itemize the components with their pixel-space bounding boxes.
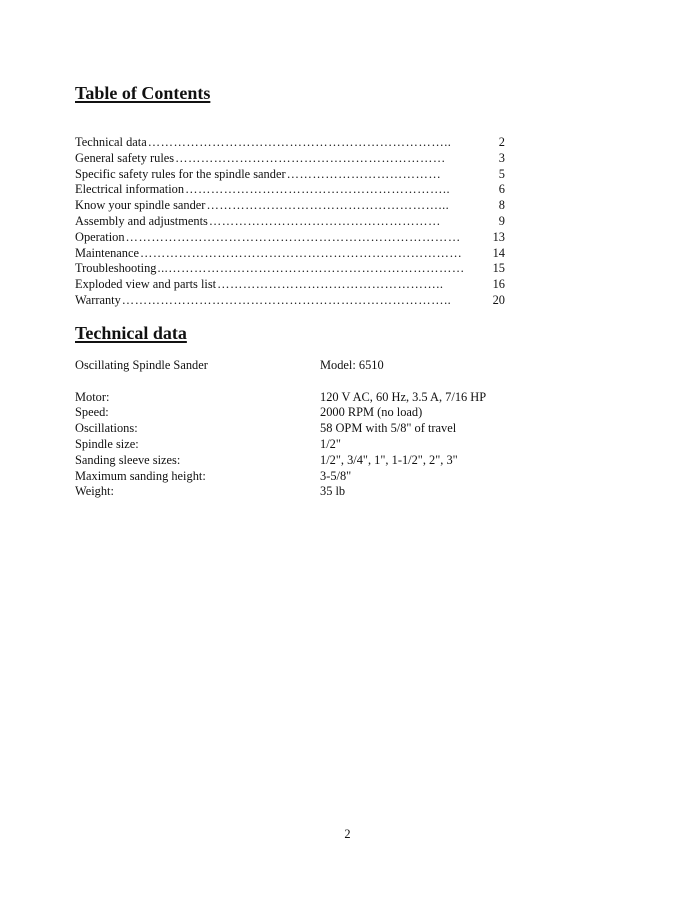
toc-entry-title: Maintenance	[75, 245, 139, 260]
toc-entry	[75, 293, 505, 309]
toc-entry-title: Troubleshooting	[75, 261, 157, 276]
spec-label: Motor:	[75, 389, 110, 404]
toc-entry	[75, 230, 505, 246]
spec-row	[75, 469, 486, 485]
spec-value: 3-5/8"	[320, 468, 352, 483]
spec-row	[75, 390, 486, 406]
spec-value: 35 lb	[320, 484, 346, 499]
technical-data-heading: Technical data	[75, 323, 187, 343]
spec-label: Weight:	[75, 484, 114, 499]
spec-row	[75, 437, 486, 453]
spec-label: Spindle size:	[75, 436, 139, 451]
toc-entry	[75, 198, 505, 214]
toc-entry-page: 20	[492, 292, 505, 307]
toc-entry-leader: ………………………………	[286, 166, 442, 181]
toc-entry-page: 6	[498, 182, 505, 197]
toc-entry-title: Operation	[75, 229, 125, 244]
spec-label: Speed:	[75, 405, 109, 420]
toc-entry	[75, 261, 505, 277]
toc-entry	[75, 151, 505, 167]
toc-entry-page: 14	[492, 245, 505, 260]
toc-entry-page: 3	[498, 150, 505, 165]
spec-value: 1/2"	[320, 436, 341, 451]
toc-entry-title: Warranty	[75, 292, 121, 307]
toc-entry-page: 15	[492, 261, 505, 276]
toc-entry-title: Know your spindle sander	[75, 198, 206, 213]
spec-label: Sanding sleeve sizes:	[75, 452, 181, 467]
toc-entry-leader: ……………………………………………..	[217, 277, 444, 292]
product-name: Oscillating Spindle Sander	[75, 358, 208, 372]
toc-entry	[75, 135, 505, 151]
toc-entry	[75, 182, 505, 198]
toc-entry-leader: ...……………………………………………………………	[157, 261, 465, 276]
toc-heading: Table of Contents	[75, 83, 211, 103]
spec-label: Maximum sanding height:	[75, 468, 206, 483]
toc-entry-leader: ………………………………………………………	[175, 150, 446, 165]
toc-entry-page: 9	[498, 213, 505, 228]
spec-value: 1/2", 3/4", 1", 1-1/2", 2", 3"	[320, 452, 458, 467]
toc-entry-leader: ……………………………………………………………………	[125, 229, 461, 244]
product-row	[75, 358, 486, 374]
product-model: Model: 6510	[320, 358, 384, 372]
toc-entry-page: 8	[498, 198, 505, 213]
toc-entry-page: 13	[492, 229, 505, 244]
spec-row	[75, 484, 486, 500]
toc-entry	[75, 214, 505, 230]
toc-entry-title: General safety rules	[75, 150, 175, 165]
toc-entry-title: Exploded view and parts list	[75, 277, 217, 292]
toc-entry-title: Electrical information	[75, 182, 185, 197]
toc-entry-title: Specific safety rules for the spindle sander	[75, 166, 286, 181]
toc-entry-leader: ………………………………………………...	[206, 198, 450, 213]
toc-entry-leader: …………………………………………………………………..	[121, 292, 452, 307]
spec-value: 58 OPM with 5/8" of travel	[320, 421, 457, 436]
toc-entry-page: 5	[498, 166, 505, 181]
toc-entry	[75, 277, 505, 293]
toc-entry	[75, 246, 505, 262]
spacer	[75, 374, 486, 390]
spec-row	[75, 453, 486, 469]
toc-entry-leader: ……………………………………………………………..	[147, 135, 452, 149]
toc-entry	[75, 167, 505, 183]
spec-value: 120 V AC, 60 Hz, 3.5 A, 7/16 HP	[320, 389, 487, 404]
spec-label: Oscillations:	[75, 421, 138, 436]
spec-row	[75, 405, 486, 421]
toc-entry-page: 2	[498, 135, 505, 149]
toc-entry-title: Assembly and adjustments	[75, 213, 208, 228]
spec-value: 2000 RPM (no load)	[320, 405, 423, 420]
toc-entry-leader: ……………………………………………………..	[185, 182, 451, 197]
toc-entry-leader: ………………………………………………	[208, 213, 441, 228]
toc-entry-page: 16	[492, 277, 505, 292]
toc-entry-title: Technical data	[75, 135, 147, 149]
spec-row	[75, 421, 486, 437]
toc-list	[75, 135, 505, 309]
technical-data-list	[75, 358, 486, 500]
page-number: 2	[344, 827, 351, 841]
toc-entry-leader: …………………………………………………………………	[140, 245, 463, 260]
